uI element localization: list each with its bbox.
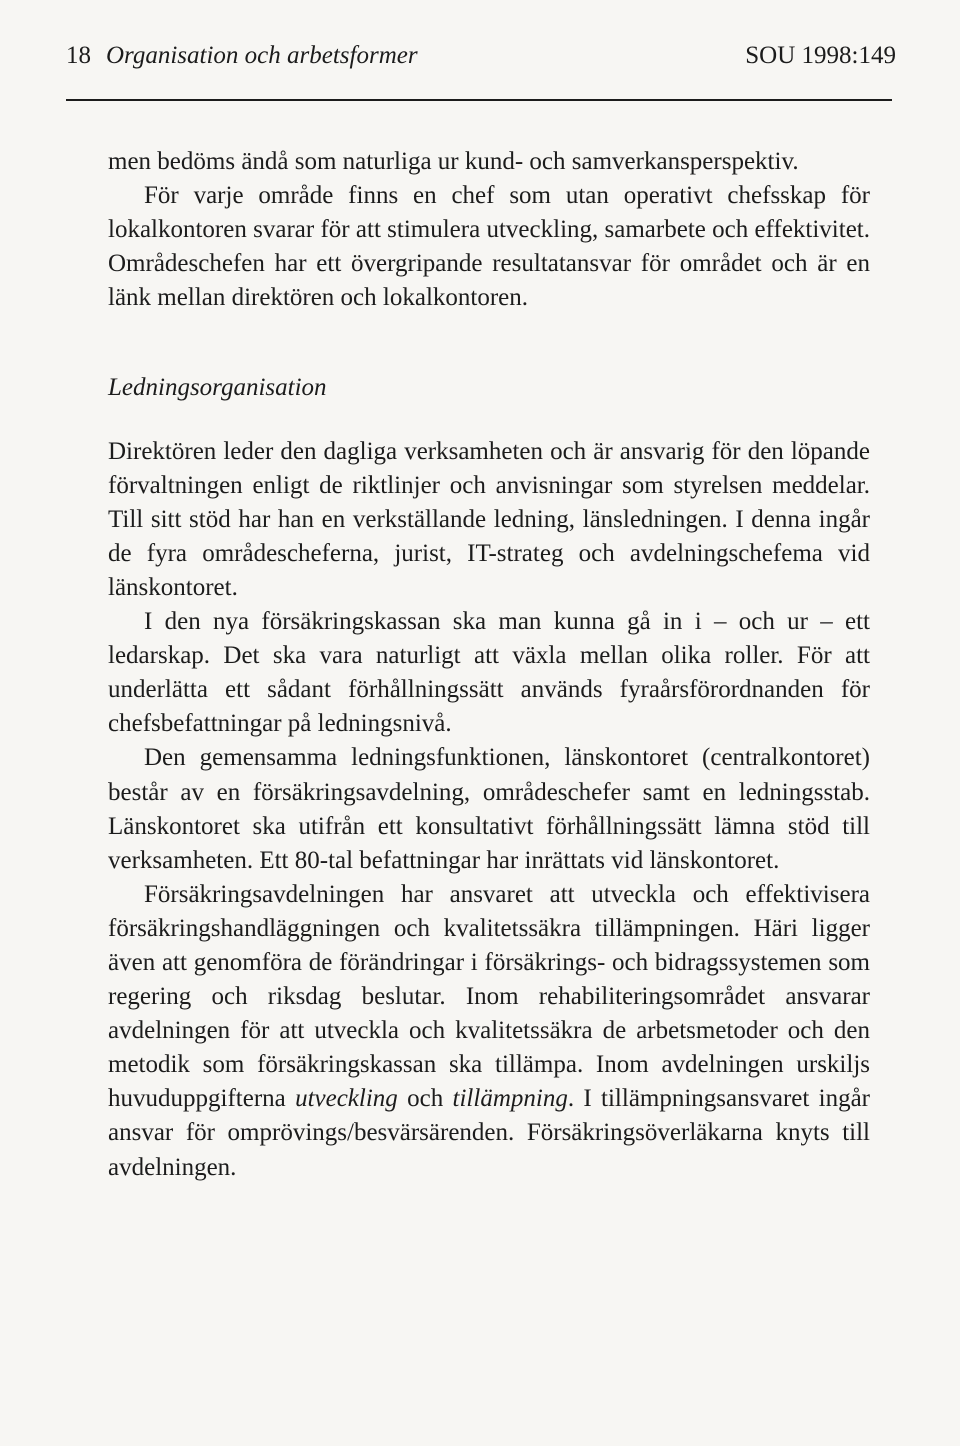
paragraph-direktoren: Direktören leder den dagliga verksamheten och är ansvarig för den löpande förvaltningen enligt de riktlinjer och anvisningar som styrelsen meddelar. Till sitt stöd har han en verkställande ledning, länsledningen. I denna ingår de fyra områdescheferna, jurist, IT-strateg och avdelningschefema vid länskontoret.	[108, 437, 870, 601]
running-title: Organisation och arbetsformer	[106, 42, 418, 69]
paragraph-text: och	[397, 1085, 453, 1113]
header-rule	[66, 99, 892, 101]
paragraph-omradeschef: För varje område finns en chef som utan operativt chefsskap för lokalkontoren svarar för att stimulera utveckling, samarbete och effektivitet. Områdeschefen har ett övergripande resultatansvar för området och är en länk mellan direktören och lokalkontoren.	[108, 182, 870, 312]
paragraph-ledningsfunktion: Den gemensamma ledningsfunktionen, länskontoret (centralkontoret) består av en försäkringsavdelning, områdeschefer samt en ledningsstab. Länskontoret ska utifrån ett konsultativt förhållningssätt lämna stöd till verksamheten. Ett 80-tal befattningar har inrättats vid länskontoret.	[108, 744, 870, 874]
document-reference: SOU 1998:149	[745, 42, 896, 69]
section-heading: Ledningsorganisation	[108, 374, 327, 402]
page-header	[66, 42, 896, 82]
paragraph-ledarskap: I den nya försäkringskassan ska man kunna gå in i – och ur – ett ledarskap. Det ska vara naturligt att växla mellan olika roller. För att underlätta ett sådant förhållningssätt används fyraårsförordnanden för chefsbefattningar på ledningsnivå.	[108, 608, 870, 738]
paragraph-text: . I tillämpningsansvaret ingår ansvar för omprövings/besvärsärenden. Försäkringsöverläkarna knyts till avdelningen.	[108, 1085, 871, 1181]
body-text	[108, 145, 870, 1185]
paragraph-text: Försäkringsavdelningen har ansvaret att utveckla och effektivisera försäkringshandläggningen och kvalitetssäkra tillämpningen. Häri ligger även att genomföra de förändringar i försäkrings- och bidragssystemen som regering och riksdag beslutar. Inom rehabiliteringsområdet ansvarar avdelningen för att utveckla och kvalitetssäkra de arbetsmetoder och den metodik som försäkringskassan ska tillämpa. Inom avdelningen urskiljs huvuduppgifterna	[108, 880, 870, 1113]
emphasis-tillampning: tillämpning	[452, 1085, 568, 1113]
paragraph-continuation: men bedöms ändå som naturliga ur kund- och samverkansperspektiv.	[108, 148, 799, 175]
page-number: 18	[66, 42, 91, 69]
emphasis-utveckling: utveckling	[295, 1085, 398, 1113]
paragraph-forsakringsavdelning	[108, 878, 870, 1185]
